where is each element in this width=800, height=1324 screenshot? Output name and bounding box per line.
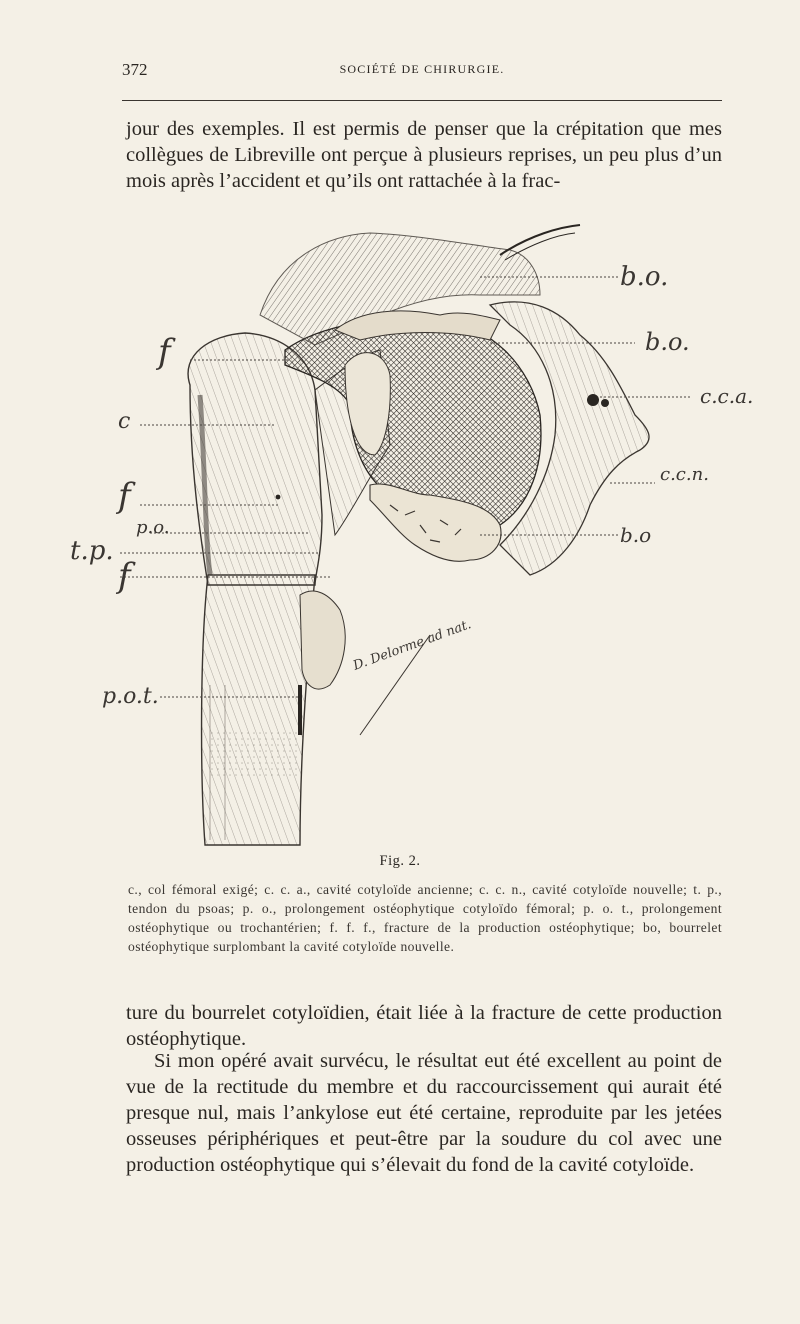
- label-f-mid: f: [118, 476, 131, 516]
- figure-caption: c., col fémoral exigé; c. c. a., cavité cotyloïde ancienne; c. c. n., cavité cotyloïde nouvelle; t. p., tendon du psoas; p. o., prolongement ostéophytique cotyloïdo fémoral; p. o. t., prolongement ostéophytique ou trochantérien; f. f. f., fracture de la production ostéophytique; bo, bourrelet ostéophytique surplombant la cavité cotyloïde nouvelle.: [128, 882, 722, 954]
- label-po: p.o.: [136, 517, 170, 538]
- signature: D. Delorme ad nat.: [351, 617, 474, 674]
- label-c: c: [118, 409, 131, 434]
- page-header: [122, 60, 722, 88]
- label-f-low: f: [118, 556, 131, 596]
- label-bo-3: b.o: [620, 523, 652, 547]
- label-f-top: f: [158, 332, 171, 372]
- paragraph-1: jour des exemples. Il est permis de penser que la crépitation que mes collègues de Libreville ont perçue à plusieurs reprises, un peu plus d’un mois après l’accident et qu’ils ont rattachée à la frac-: [126, 118, 722, 192]
- label-bo-1: b.o.: [620, 262, 669, 292]
- femur-shaft: [202, 575, 315, 845]
- paragraph-3: Si mon opéré avait survécu, le résultat eut été excellent au point de vue de la rectitude du membre et du raccourcissement qui aurait été presque nul, mais l’ankylose eut été certaine, reproduite par les jetées osseuses périphériques et peut-être par la soudure du col avec une production ostéophytique qui s’élevait du fond de la cavité cotyloïde.: [126, 1050, 722, 1176]
- label-bo-2: b.o.: [645, 328, 690, 356]
- hip-joint-engraving: [60, 215, 780, 855]
- label-cca: c.c.a.: [700, 384, 754, 408]
- label-pot: p.o.t.: [102, 684, 159, 709]
- paragraph-2: ture du bourrelet cotyloïdien, était liée à la fracture de cette production ostéophytique.: [126, 1002, 722, 1050]
- label-ccn: c.c.n.: [660, 464, 709, 485]
- header-rule: [122, 100, 722, 101]
- anatomical-figure: [60, 215, 780, 855]
- figure-title: Fig. 2.: [379, 853, 421, 869]
- label-tp: t.p.: [70, 536, 114, 566]
- running-head: SOCIÉTÉ DE CHIRURGIE.: [339, 62, 505, 76]
- page-number: 372: [122, 60, 148, 79]
